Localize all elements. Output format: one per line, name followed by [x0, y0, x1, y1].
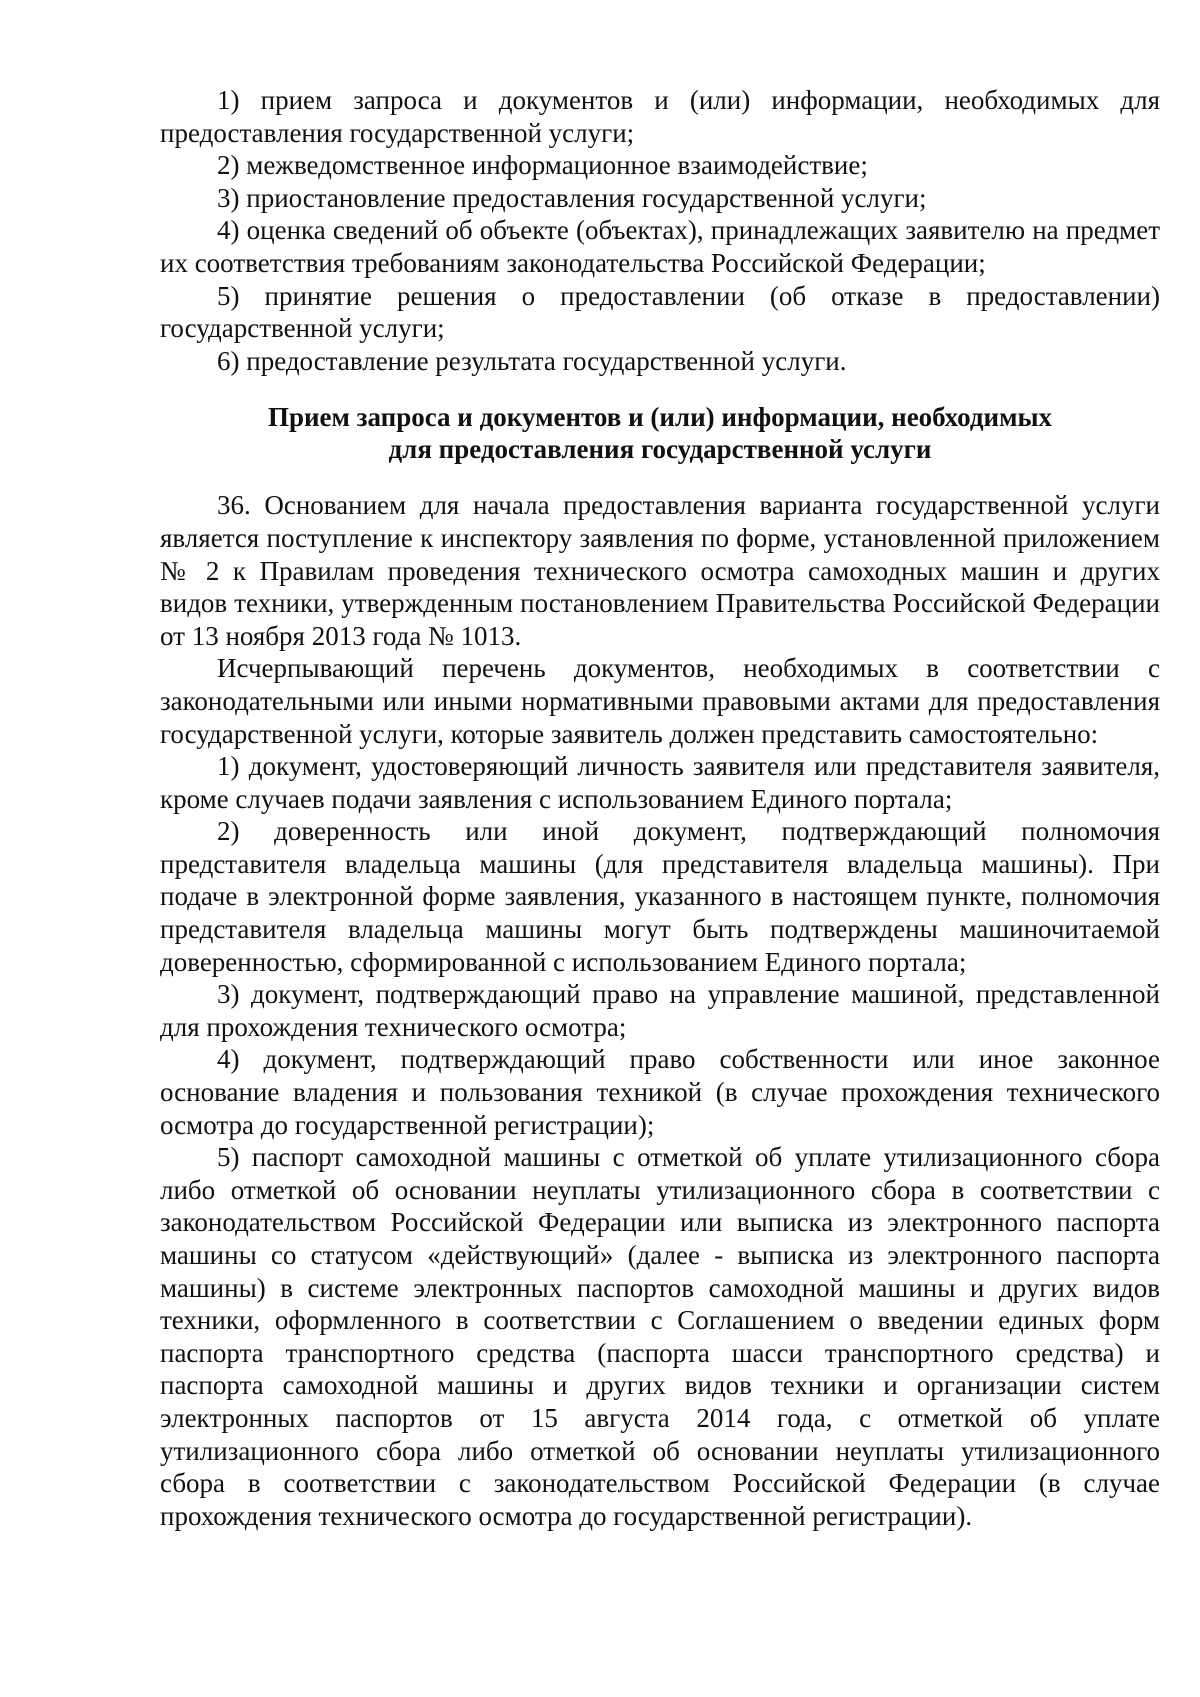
list-item-6: 6) предоставление результата государственной услуги. [217, 345, 847, 376]
document-item-1: 1) документ, удостоверяющий личность заявителя или представителя заявителя, кроме случаев подачи заявления с использованием Единого портала; [160, 751, 1160, 814]
list-item-4: 4) оценка сведений об объекте (объектах), принадлежащих заявителю на предмет их соответствия требованиям законодательства Российской Федерации; [160, 215, 1160, 278]
section-heading [160, 401, 1160, 465]
paragraph-documents-list-intro: Исчерпывающий перечень документов, необходимых в соответствии с законодательными или иными нормативными правовыми актами для предоставления государственной услуги, которые заявитель должен представить самостоятельно: [160, 653, 1160, 749]
document-item-3: 3) документ, подтверждающий право на управление машиной, представленной для прохождения технического осмотра; [160, 979, 1160, 1042]
list-item-1: 1) прием запроса и документов и (или) информации, необходимых для предоставления государственной услуги; [160, 85, 1160, 148]
document-item-2: 2) доверенность или иной документ, подтверждающий полномочия представителя владельца машины (для представителя владельца машины). При подаче в электронной форме заявления, указанного в настоящем пункте, полномочия представителя владельца машины могут быть подтверждены машиночитаемой доверенностью, сформированной с использованием Единого портала; [160, 816, 1160, 977]
list-item-2: 2) межведомственное информационное взаимодействие; [217, 150, 868, 181]
section-heading-line-1: Прием запроса и документов и (или) информации, необходимых [267, 402, 1053, 433]
document-item-5: 5) паспорт самоходной машины с отметкой об уплате утилизационного сбора либо отметкой об основании неуплаты утилизационного сбора в соответствии с законодательством Российской Федерации или выписка из электронного паспорта машины со статусом «действующий» (далее - выписка из электронного паспорта машины) в системе электронных паспортов самоходной машины и других видов техники, оформленного в соответствии с Соглашением о введении единых форм паспорта транспортного средства (паспорта шасси транспортного средства) и паспорта самоходной машины и других видов техники и организации систем электронных паспортов от 15 августа 2014 года, с отметкой об уплате утилизационного сбора либо отметкой об основании неуплаты утилизационного сбора в соответствии с законодательством Российской Федерации (в случае прохождения технического осмотра до государственной регистрации). [160, 1142, 1160, 1531]
document-item-4: 4) документ, подтверждающий право собственности или иное законное основание владения и пользования техникой (в случае прохождения технического осмотра до государственной регистрации); [160, 1044, 1160, 1140]
list-item-3: 3) приостановление предоставления государственной услуги; [217, 182, 927, 213]
paragraph-36: 36. Основанием для начала предоставления варианта государственной услуги является поступление к инспектору заявления по форме, установленной приложением № 2 к Правилам проведения технического осмотра самоходных машин и других видов техники, утвержденным постановлением Правительства Российской Федерации от 13 ноября 2013 года № 1013. [160, 490, 1160, 651]
list-item-5: 5) принятие решения о предоставлении (об отказе в предоставлении) государственной услуги; [160, 280, 1160, 344]
document-page [160, 84, 1160, 1532]
section-heading-line-2: для предоставления государственной услуги [388, 434, 932, 465]
